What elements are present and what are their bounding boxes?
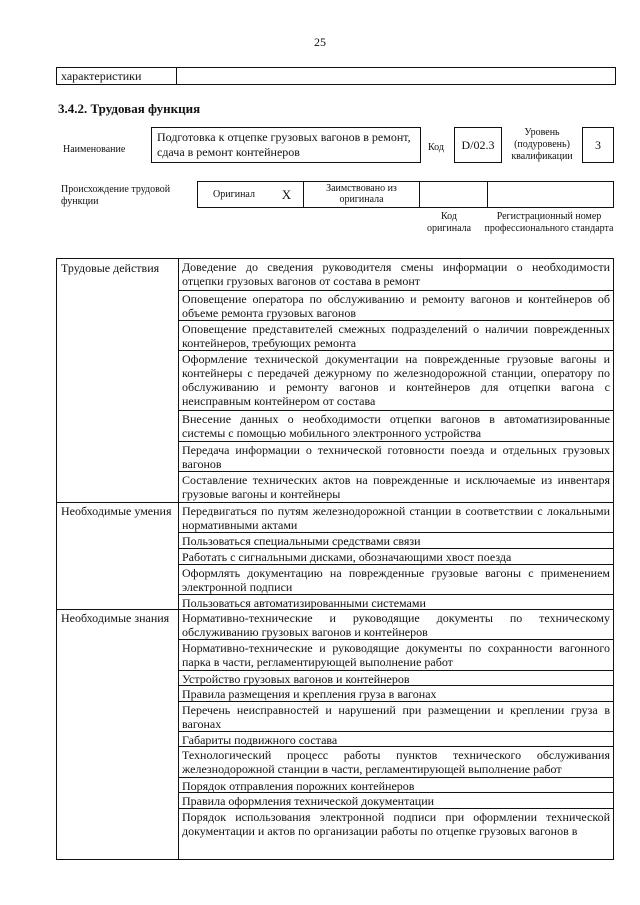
table-row: Составление технических актов на поврежденные и исключаемые из инвентаря грузовые вагоны и контейнеры [179,471,613,502]
original-code-cell [420,182,488,207]
table-row: Пользоваться автоматизированными системами [179,594,613,609]
page-number: 25 [314,35,326,49]
function-name-box: Подготовка к отцепке грузовых вагонов в ремонт, сдача в ремонт контейнеров [151,127,421,163]
origin-label: Происхождение трудовой функции [61,184,171,207]
name-label: Наименование [63,144,126,155]
table-row: Нормативно-технические и руководящие документы по техническому обслуживанию грузовых вагонов и контейнеров [179,609,613,639]
code-value-box: D/02.3 [454,127,502,163]
group-label-skills: Необходимые умения [61,504,172,518]
level-label: Уровень (подуровень) квалификации [511,127,573,162]
table-row: Работать с сигнальными дисками, обозначающими хвост поезда [179,548,613,564]
table-row: Пользоваться специальными средствами связи [179,532,613,548]
table-row: Внесение данных о необходимости отцепки вагонов в автоматизированные системы с помощью мобильного электронного устройства [179,410,613,441]
group-divider [57,502,178,503]
borrowed-label: Заимствовано из оригинала [304,182,420,207]
table-row: Оформлять документацию на поврежденные грузовые вагоны с применением электронной подписи [179,564,613,594]
table-row: Доведение до сведения руководителя смены информации о необходимости отцепки грузовых вагонов от состава в ремонт [182,260,610,288]
table-row: Нормативно-технические и руководящие документы по сохранности вагонного парка в части, регламентирующей выполнение работ [179,639,613,670]
code-label: Код [428,142,444,153]
table-row: Передвигаться по путям железнодорожной станции в соответствии с локальными нормативными актами [179,502,613,532]
origin-table [197,181,614,208]
table-row: Правила размещения и крепления груза в вагонах [179,685,613,701]
table-row: Оформление технической документации на поврежденные грузовые вагоны и контейнеры с передачей дежурному по железнодорожной станции, оператору по обслуживанию и ремонту вагонов и контейнеров для отцепки вагона с неисправным контейнером от состава [179,350,613,410]
original-label: Оригинал [213,189,255,200]
table-row: Устройство грузовых вагонов и контейнеров [179,670,613,685]
group-label-actions: Трудовые действия [61,261,160,275]
level-value-box: 3 [582,127,614,163]
table-row: Габариты подвижного состава [179,731,613,746]
table-row: Технологический процесс работы пунктов технического обслуживания железнодорожной станции в части, регламентирующей выполнение работ [179,746,613,777]
section-title: 3.4.2. Трудовая функция [58,101,201,116]
table-row: Оповещение оператора по обслуживанию и ремонту вагонов и контейнеров об объеме ремонта грузовых вагонов [179,290,613,320]
fragment-cell: характеристики [57,68,177,84]
table-row: Перечень неисправностей и нарушений при размещении и креплении груза в вагонах [179,701,613,731]
table-row: Правила оформления технической документации [179,792,613,808]
original-mark: X [270,182,304,207]
table-row: Оповещение представителей смежных подразделений о наличии поврежденных контейнеров, требующих ремонта [179,320,613,350]
table-row: Порядок отправления порожних контейнеров [179,777,613,792]
table-row: Передача информации о технической готовности поезда и отдельных грузовых вагонов [179,441,613,471]
previous-table-fragment [56,67,616,85]
original-code-label: Код оригинала [426,211,472,234]
group-divider [57,609,178,610]
function-details-table [56,258,614,860]
table-row: Порядок использования электронной подписи при оформлении технической документации и актов по организации работы по отцепке грузовых вагонов в [179,808,613,859]
group-label-knowledge: Необходимые знания [61,611,170,625]
registration-number-label: Регистрационный номер профессионального стандарта [484,211,614,234]
